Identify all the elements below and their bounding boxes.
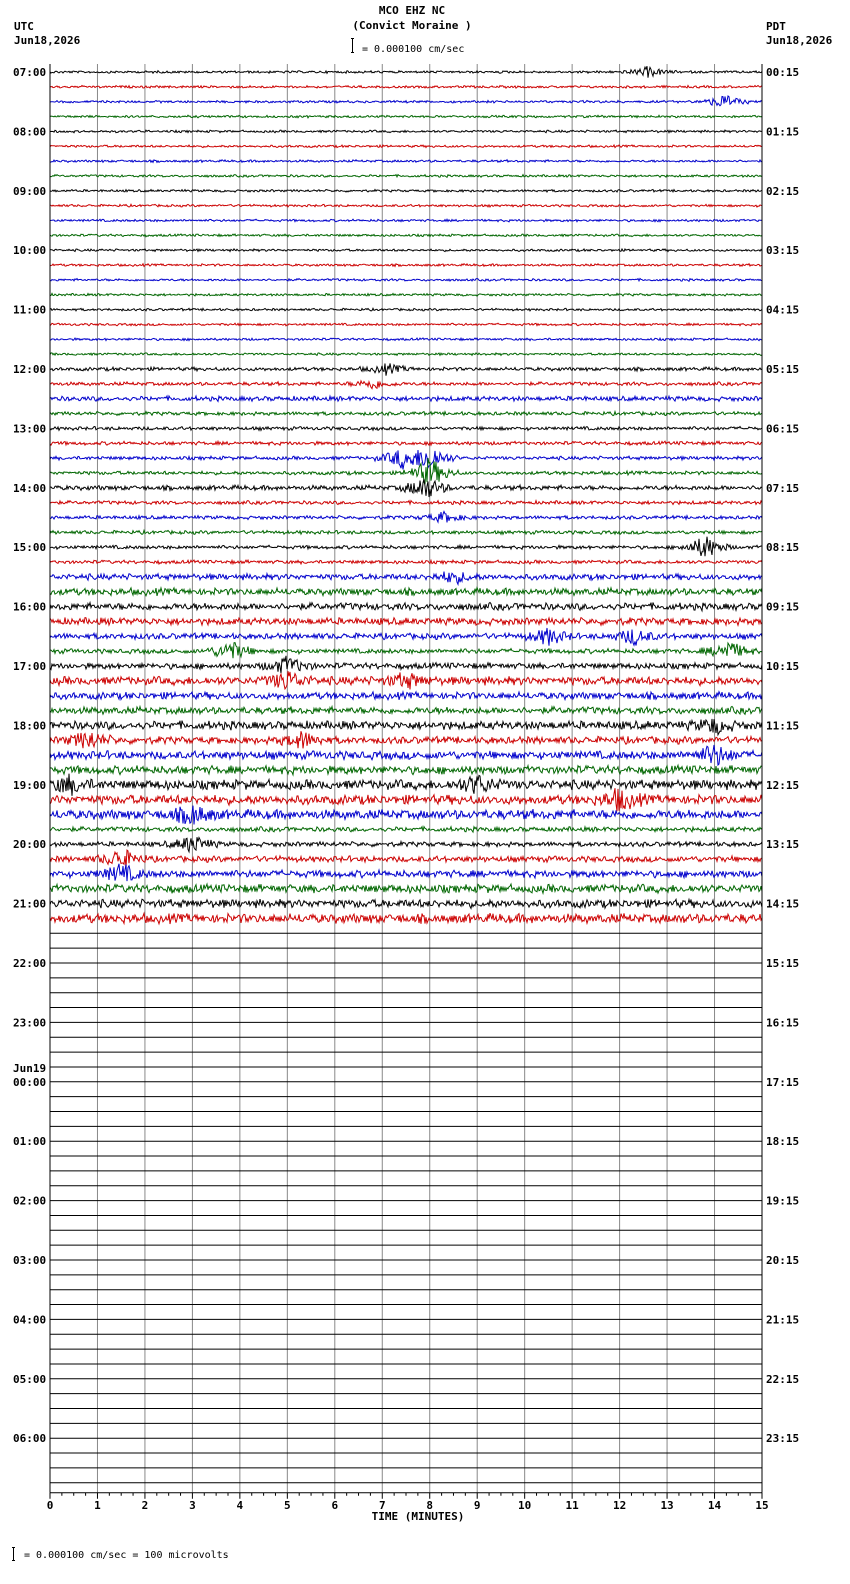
hour-label-utc: 04:00 <box>13 1313 47 1327</box>
station-location: (Convict Moraine ) <box>352 19 472 32</box>
hour-label-pdt: 19:15 <box>766 1194 800 1208</box>
trace-row <box>50 86 762 89</box>
trace-row <box>50 512 762 523</box>
trace-row <box>50 479 762 497</box>
trace-row <box>50 572 762 585</box>
hour-label-pdt: 09:15 <box>766 600 800 614</box>
trace-row <box>50 130 762 133</box>
trace-row <box>50 850 762 868</box>
hour-label-utc: 01:00 <box>13 1135 47 1149</box>
trace-row <box>50 190 762 193</box>
trace-row <box>50 338 762 341</box>
hour-label-utc: 19:00 <box>13 778 47 792</box>
hour-label-pdt: 10:15 <box>766 660 800 673</box>
hour-label-pdt: 14:15 <box>766 897 800 911</box>
trace-row <box>50 837 762 852</box>
trace-row <box>50 363 762 375</box>
trace-row <box>50 899 762 908</box>
trace-row <box>50 884 762 893</box>
trace-row <box>50 396 762 401</box>
hour-label-utc: 12:00 <box>13 363 47 376</box>
trace-row <box>50 293 762 296</box>
trace-row <box>50 501 762 505</box>
x-tick-label: 0 <box>46 1498 54 1512</box>
hour-label-pdt: 15:15 <box>766 957 800 970</box>
x-tick-label: 10 <box>518 1498 532 1512</box>
trace-row <box>50 115 762 118</box>
hour-label-utc: 03:00 <box>13 1254 47 1267</box>
left-date: Jun18,2026 <box>14 34 81 47</box>
hour-label-pdt: 11:15 <box>766 719 800 733</box>
trace-row <box>50 731 762 748</box>
hour-label-pdt: 04:15 <box>766 303 800 317</box>
trace-row <box>50 175 762 178</box>
trace-row <box>50 827 762 833</box>
hour-label-pdt: 07:15 <box>766 481 800 495</box>
trace-row <box>50 643 762 659</box>
trace-row <box>50 234 762 237</box>
hour-label-pdt: 01:15 <box>766 125 800 139</box>
right-timezone: PDT <box>766 20 786 33</box>
x-tick-label: 14 <box>707 1498 722 1512</box>
footer-scale-icon <box>12 1547 15 1561</box>
hour-label-pdt: 03:15 <box>766 244 800 258</box>
trace-row <box>50 249 762 252</box>
x-tick-label: 6 <box>331 1498 339 1512</box>
hour-label-pdt: 02:15 <box>766 184 800 198</box>
trace-row <box>50 458 762 484</box>
trace-row <box>50 656 762 673</box>
hour-label-utc: 02:00 <box>13 1194 47 1208</box>
x-tick-label: 2 <box>141 1498 149 1512</box>
trace-row <box>50 560 762 564</box>
hour-label-utc: 00:00 <box>13 1075 47 1089</box>
left-timezone: UTC <box>14 20 34 33</box>
x-tick-label: 12 <box>612 1498 627 1512</box>
trace-row <box>50 692 762 700</box>
trace-row <box>50 160 762 163</box>
hour-label-utc: 18:00 <box>13 719 47 733</box>
trace-row <box>50 264 762 267</box>
hour-label-utc: 17:00 <box>13 660 47 673</box>
hour-label-utc: 23:00 <box>13 1016 47 1030</box>
trace-row <box>50 204 762 207</box>
x-tick-label: 9 <box>473 1498 481 1512</box>
x-axis-label: TIME (MINUTES) <box>371 1510 465 1523</box>
trace-row <box>50 66 762 78</box>
trace-row <box>50 628 762 646</box>
hour-label-utc: 06:00 <box>13 1432 47 1446</box>
hour-label-utc: 16:00 <box>13 600 47 614</box>
x-tick-label: 15 <box>755 1498 769 1512</box>
trace-row <box>50 427 762 431</box>
x-tick-label: 8 <box>426 1498 434 1512</box>
trace-row <box>50 788 762 811</box>
x-tick-label: 3 <box>189 1498 196 1512</box>
hour-label-pdt: 16:15 <box>766 1016 800 1030</box>
x-tick-label: 5 <box>284 1498 291 1512</box>
hour-label-utc: 13:00 <box>13 422 47 436</box>
hour-label-utc: 08:00 <box>13 125 47 139</box>
hour-label-utc: 09:00 <box>13 184 47 198</box>
trace-row <box>50 145 762 148</box>
hour-label-pdt: 06:15 <box>766 422 800 436</box>
hour-label-pdt: 22:15 <box>766 1372 800 1386</box>
trace-row <box>50 353 762 356</box>
hour-label-pdt: 13:15 <box>766 838 800 852</box>
trace-row <box>50 530 762 534</box>
hour-label-pdt: 23:15 <box>766 1432 800 1446</box>
station-title: MCO EHZ NC <box>378 4 446 17</box>
trace-row <box>50 323 762 326</box>
hour-label-pdt: 21:15 <box>766 1313 800 1327</box>
footer-scale-note: = 0.000100 cm/sec = 100 microvolts <box>24 1550 229 1561</box>
hour-label-pdt: 08:15 <box>766 541 800 555</box>
scale-bar-icon <box>351 38 354 53</box>
trace-row <box>50 96 762 106</box>
hour-label-utc: 20:00 <box>13 838 47 852</box>
trace-row <box>50 864 762 881</box>
trace-row <box>50 774 762 796</box>
trace-row <box>50 765 762 775</box>
hour-label-utc: 21:00 <box>13 897 47 911</box>
trace-row <box>50 719 762 735</box>
hour-label-utc: 10:00 <box>13 244 47 258</box>
hour-label-utc: 11:00 <box>13 303 47 317</box>
trace-row <box>50 617 762 625</box>
hour-label-utc: 14:00 <box>13 481 47 495</box>
hour-label-utc: 05:00 <box>13 1372 47 1386</box>
trace-row <box>50 603 762 611</box>
x-tick-label: 4 <box>236 1498 244 1512</box>
day-change-label: Jun19 <box>13 1061 47 1075</box>
hour-label-pdt: 00:15 <box>766 66 800 79</box>
trace-row <box>50 671 762 689</box>
hour-label-pdt: 20:15 <box>766 1254 800 1267</box>
hour-label-pdt: 18:15 <box>766 1135 800 1149</box>
hour-label-utc: 15:00 <box>13 541 47 555</box>
x-tick-label: 1 <box>94 1498 101 1512</box>
x-tick-label: 11 <box>565 1498 579 1512</box>
hour-label-utc: 22:00 <box>13 957 47 970</box>
trace-row <box>50 450 762 469</box>
trace-row <box>50 441 762 445</box>
trace-row <box>50 219 762 222</box>
trace-row <box>50 308 762 311</box>
trace-row <box>50 806 762 825</box>
hour-label-utc: 07:00 <box>13 66 47 79</box>
trace-row <box>50 913 762 924</box>
hour-label-pdt: 17:15 <box>766 1075 800 1089</box>
trace-row <box>50 412 762 416</box>
trace-row <box>50 706 762 714</box>
hour-label-pdt: 05:15 <box>766 363 800 376</box>
hour-label-pdt: 12:15 <box>766 778 800 792</box>
trace-row <box>50 588 762 596</box>
scale-label: = 0.000100 cm/sec <box>362 44 465 55</box>
trace-row <box>50 537 762 557</box>
trace-row <box>50 745 762 765</box>
right-date: Jun18,2026 <box>766 34 833 47</box>
trace-row <box>50 381 762 389</box>
trace-row <box>50 279 762 282</box>
x-tick-label: 7 <box>378 1498 386 1512</box>
x-tick-label: 13 <box>660 1498 674 1512</box>
